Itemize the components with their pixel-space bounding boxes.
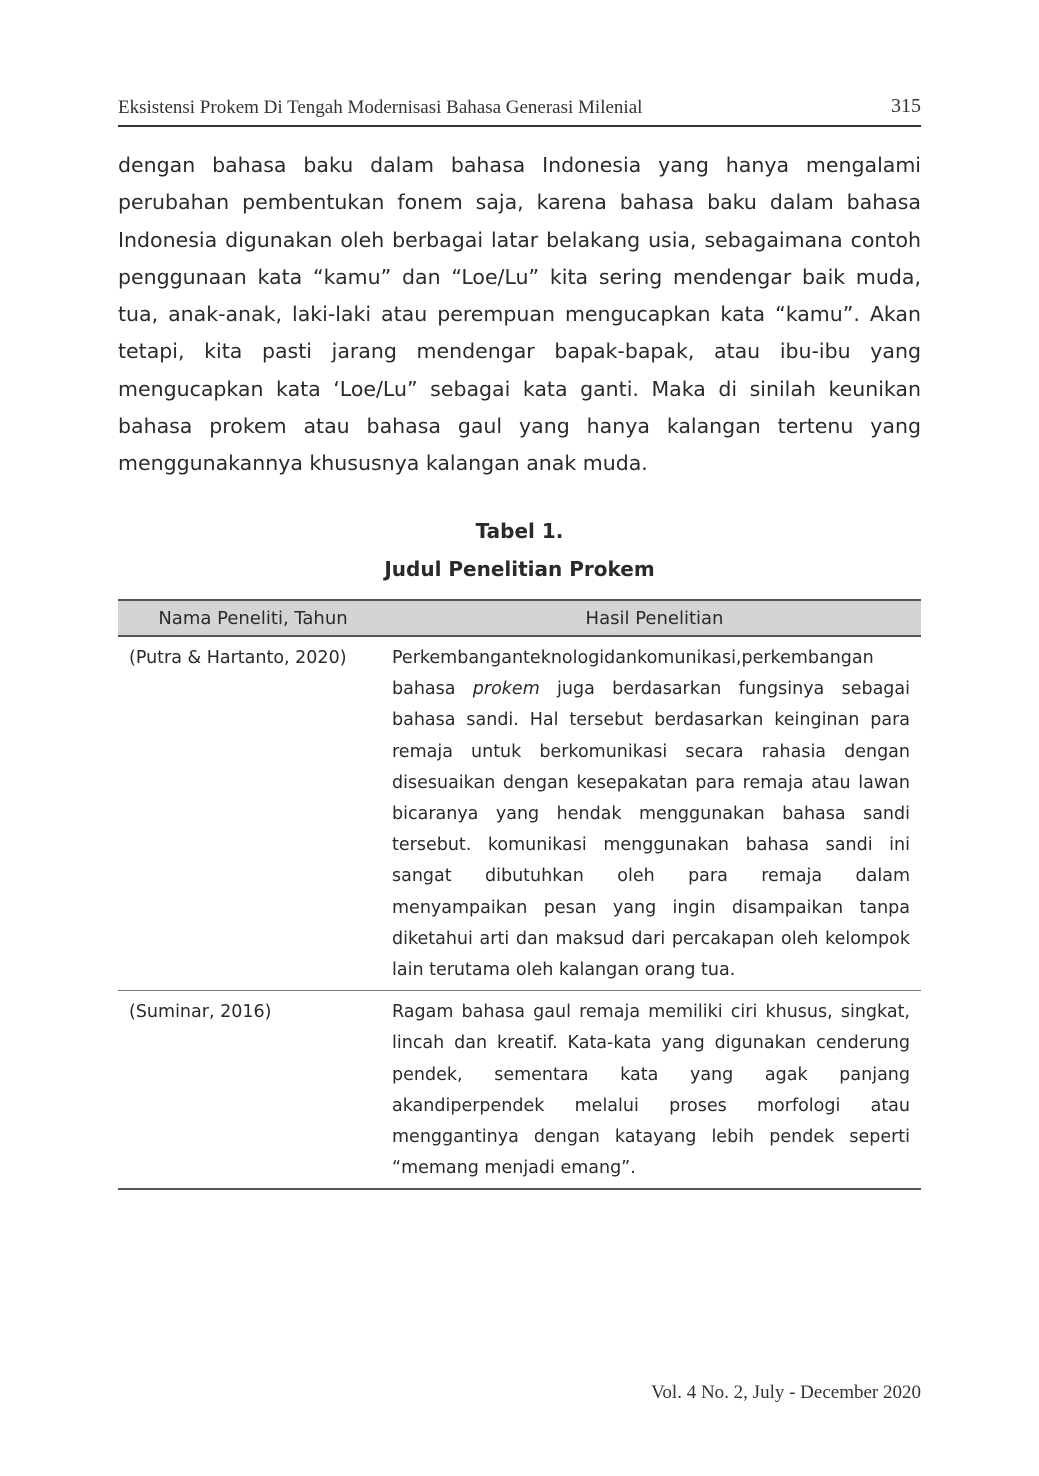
table-cell-result [388, 636, 921, 991]
running-header-title: Eksistensi Prokem Di Tengah Modernisasi Bahasa Generasi Milenial [118, 97, 643, 118]
table-number: Tabel 1. [475, 519, 564, 543]
table-cell-author: (Suminar, 2016) [118, 991, 388, 1190]
table-header-row [118, 600, 921, 636]
body-paragraph: dengan bahasa baku dalam bahasa Indonesia yang hanya mengalami perubahan pembentukan fonem saja, karena bahasa baku dalam bahasa Indonesia digunakan oleh berbagai latar belakang usia, sebagaimana contoh penggunaan kata “kamu” dan “Loe/Lu” kita sering mendengar baik muda, tua, anak-anak, laki-laki atau perempuan mengucapkan kata “kamu”. Akan tetapi, kita pasti jarang mendengar bapak-bapak, atau ibu-ibu yang mengucapkan kata ‘Loe/Lu” sebagai kata ganti. Maka di sinilah keunikan bahasa prokem atau bahasa gaul yang hanya kalangan tertenu yang menggunakannya khususnya kalangan anak muda. [118, 153, 921, 476]
table-cell-result: Ragam bahasa gaul remaja memiliki ciri khusus, singkat, lincah dan kreatif. Kata-kata yang digunakan cenderung pendek, sementara kata yang agak panjang akandiperpendek melalui proses morfologi atau menggantinya dengan katayang lebih pendek seperti “memang menjadi emang”. [388, 991, 921, 1190]
result-text: Perkembanganteknologidankomunikasi,perkembangan bahasa [392, 648, 874, 700]
running-header [118, 93, 921, 127]
column-header-researcher: Nama Peneliti, Tahun [118, 600, 388, 636]
table-row [118, 636, 921, 991]
table-row [118, 991, 921, 1190]
column-header-result: Hasil Penelitian [388, 600, 921, 636]
table-cell-author: (Putra & Hartanto, 2020) [118, 636, 388, 991]
journal-footer: Vol. 4 No. 2, July - December 2020 [651, 1382, 921, 1403]
page-number: 315 [891, 95, 921, 117]
table-title: Judul Penelitian Prokem [384, 557, 655, 581]
result-italic-term: prokem [472, 679, 540, 700]
research-table [118, 599, 921, 1190]
result-text: juga berdasarkan fungsinya sebagai bahasa sandi. Hal tersebut berdasarkan keinginan para remaja untuk berkomunikasi secara rahasia dengan disesuaikan dengan kesepakatan para remaja atau lawan bicaranya yang hendak menggunakan bahasa sandi tersebut. komunikasi menggunakan bahasa sandi ini sangat dibutuhkan oleh para remaja dalam menyampaikan pesan yang ingin disampaikan tanpa diketahui arti dan maksud dari percakapan oleh kelompok lain terutama oleh kalangan orang tua. [392, 679, 910, 981]
